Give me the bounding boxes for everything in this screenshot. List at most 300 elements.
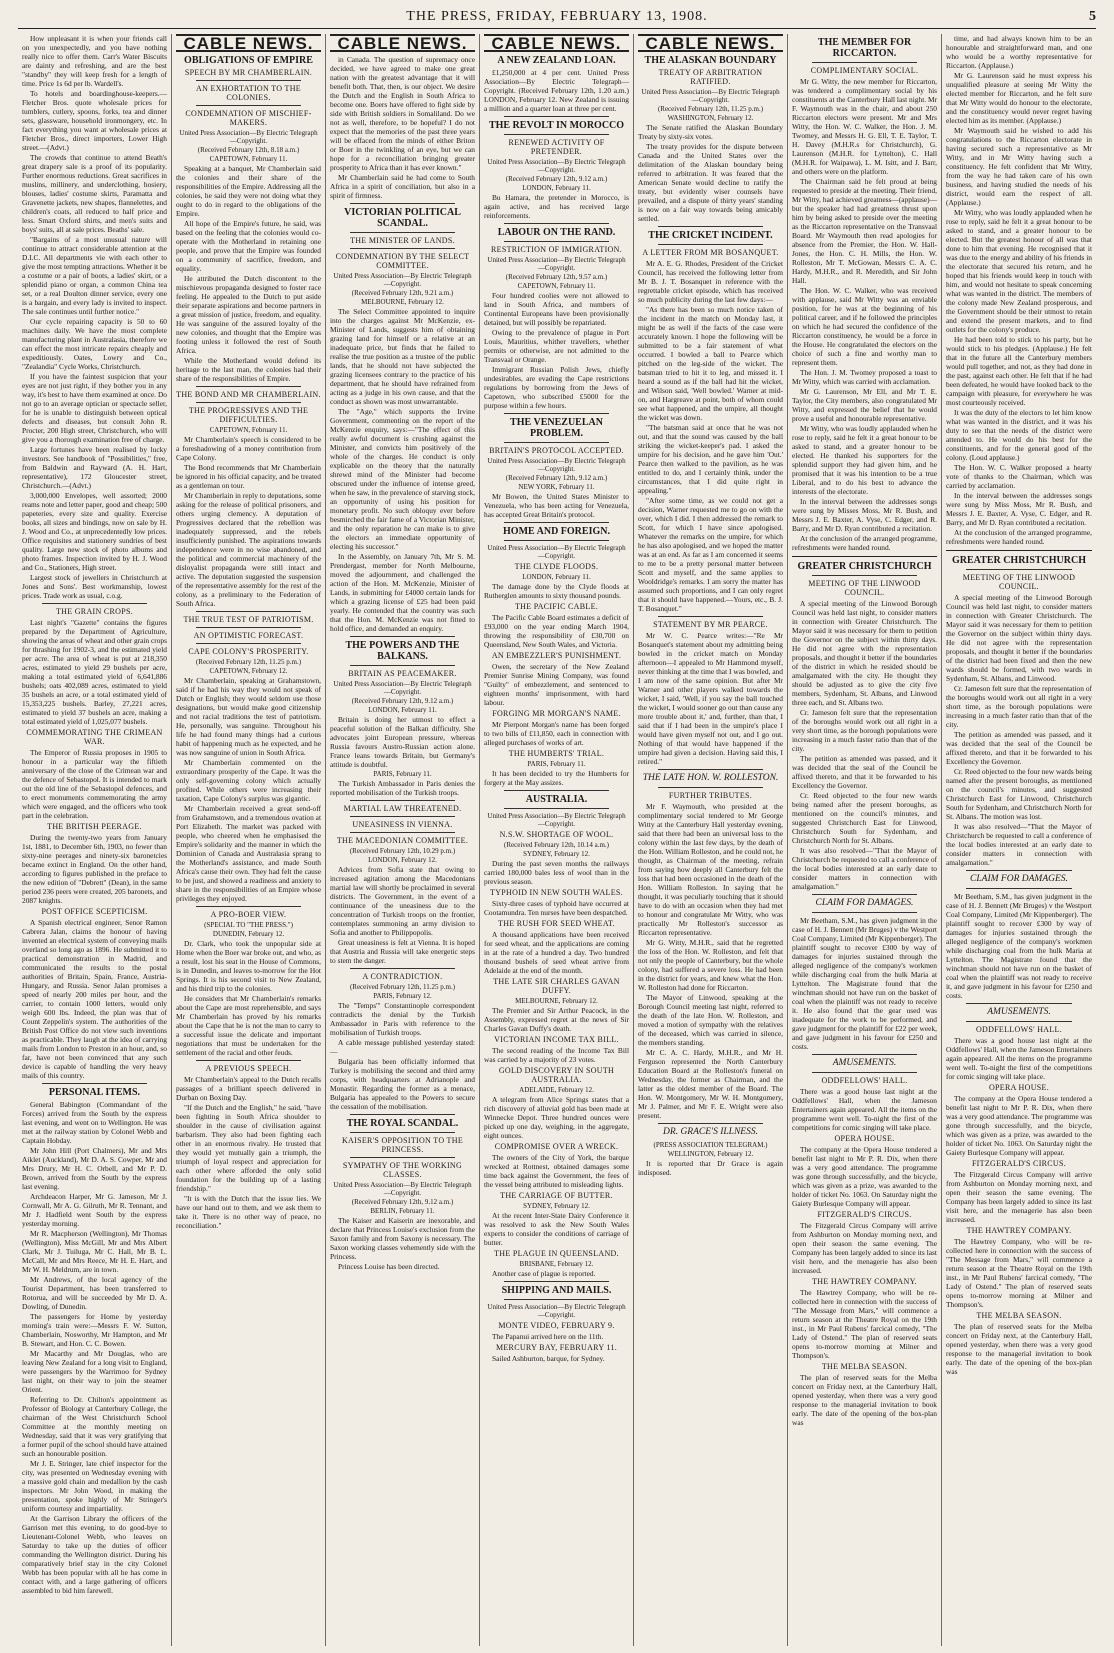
dateline: (Received February 12th, 8.18 a.m.) (197, 146, 300, 154)
article-subheading: ODDFELLOWS' HALL. (975, 1025, 1063, 1034)
column-2 (172, 34, 326, 1646)
section-banner: CABLE NEWS. (176, 34, 321, 52)
article-paragraph: Mr C. A. C. Hardy, M.H.R., and Mr H. Ferguson represented the North Canterbury Education Board at the Rolleston's funeral on Wednesday, the former as Chairman, and the latter as the oldest member of the Board. The Hon. W. Montgomery, Mr W. H. Montgomery, Mr J. Palmer, and Mr F. E. Wright were also present. (638, 1048, 783, 1120)
article-italic-heading: DR. GRACE'S ILLNESS. (663, 1127, 758, 1137)
dateline: SYDNEY, February 12. (523, 1202, 590, 1210)
article-italic-heading: THE LATE HON. W. ROLLESTON. (642, 773, 779, 783)
article-paragraph: "As there has been so much notice taken of the incident in the match on Monday last, it might be as well if the facts of the case were accurately known. I hope the following will be submitted to be a fair statement of what occurred. I bowled a ball to Pearce which pitched on the leg-side of the wicket. The batsman tried to hit it to leg, and missed it. I heard a sound as if the ball had hit the wicket, and Wilson said, 'Well bowled.' Warner at mid-on, and Hargreave at point, both of whom could see what happened, and the umpire, all thought the wicket was down. (638, 305, 783, 422)
article-paragraph: Mr J. E. Stringer, late chief inspector for the city, was presented on Wednesday evening with a massive gold chain and medallion by the cash inspectors. Mr John Wood, in making the presentation, spoke highly of Mr Stringer's uniform courtesy and impartiality. (22, 1459, 167, 1513)
article-paragraph: The Hon. W. C. Walker, who was received with applause, said Mr Witty was an enviable position, for he was at the beginning of his political career, and if he followed the principles on which he had secured the confidence of the Riccarton constituency, he would be a force in the House. He congratulated the electors on the choice of such a fine and worthy man to represent them. (792, 286, 937, 367)
article-paragraph: At the recent Inter-State Dairy Conference it was resolved to ask the New South Wales experts to consider the conditions of carriage of butter. (484, 1211, 629, 1247)
dateline: CAPETOWN, February 11. (209, 155, 288, 163)
article-subheading: MARTIAL LAW THREATENED. (343, 804, 462, 813)
article-paragraph: Referring to Dr. Chilton's appointment as Professor of Biology at Canterbury College, the chairman of the West Christchurch School Committee at the monthly meeting on Wednesday, said that it was very gratifying that a former pupil of the school should have attained such an honourable position. (22, 1395, 167, 1458)
article-subheading: COMPROMISE OVER A WRECK. (494, 1142, 619, 1151)
column-divider-rule (504, 413, 609, 414)
article-subheading: AN OPTIMISTIC FORECAST. (193, 631, 304, 640)
article-paragraph: "If the Dutch and the English," he said, "have been fighting in South Africa shoulder to shoulder in the cause of civilisation against barbarism. They also had been fighting each other in an enormous rivalry. He trusted that they would yet mutually gain a triumph, the triumph of loyal respect and appreciation for each other where afforded the only solid foundation for the building up of a lasting friendship." (176, 1103, 321, 1193)
article-paragraph: The Kaiser and Kaiserin are inexorable, and declare that Princess Louise's exclusion from the Saxon family and from Saxony is necessary. The Saxon working classes vehemently side with the Princess. (330, 1216, 475, 1261)
article-paragraph: The petition as amended was passed, and it was decided that the seal of the Council be affixed thereto, and that it be forwarded to his Excellency the Governor. (946, 730, 1092, 766)
article-paragraph: Owen, the secretary of the New Zealand Premier Sunrise Mining Company, was found "Guilty" of embezzlement, and sentenced to eighteen months' imprisonment, with hard labour. (484, 662, 629, 707)
column-divider-rule (350, 665, 455, 666)
article-paragraph: He had been told to stick to his party, but he would stick to his pledges. (Applause.) He felt that in the future all the Canterbury members would pull together, and not, as they had done in the past, against each other. He felt that if he had been defeated, he would have looked back to the campaign with pleasure, for everywhere he was most courteously received. (946, 335, 1092, 407)
article-subheading: OPERA HOUSE. (988, 1083, 1050, 1092)
article-subheading: ODDFELLOWS' HALL. (821, 1076, 908, 1085)
article-headline: THE REVOLT IN MOROCCO (488, 120, 625, 131)
article-paragraph: Mr A. E. G. Rhodes, President of the Cricket Council, has received the following letter from Mr B. J. T. Bosanquet in reference with the regrettable cricket episode, which has received so much publicity during the last few days:— (638, 259, 783, 304)
column-divider-rule (350, 203, 455, 204)
column-divider-rule (350, 248, 455, 249)
column-divider-rule (504, 1299, 609, 1300)
column-divider-rule (658, 1123, 763, 1124)
article-paragraph: Mr Chamberlain, speaking at Grahamstown, said if he had his way they would not speak of Dutch or English; they would seldom use those designations, but would make good citizenship and not racial traditions the test of patriotism. He, personally, was sanguine. Throughout his life he had found many things had a curious habit of happening much as he expected, and he was now sanguine of union in South Africa. (176, 676, 321, 757)
article-paragraph: The Hon. W. C. Walker proposed a hearty vote of thanks to the Chairman, which was carried by acclamation. (946, 463, 1092, 490)
article-subheading: A CONTRADICTION. (362, 972, 443, 981)
article-subheading: THE HAWTREY COMPANY. (812, 1277, 917, 1286)
dateline: WASHINGTON, February 12. (667, 114, 754, 122)
column-4 (480, 34, 634, 1646)
article-paragraph: Mr F. Waymouth, who presided at the complimentary social tendered to Mr George Witty at the Canterbury Hall yesterday evening, said that there had been an universal loss to the colony within the last few days, by the death of the Hon. William Rolleston, and he could not, he thought, as Chairman of the meeting, refrain from saying how deeply all Canterbury felt the loss that had been occasioned in the death of the Hon. William Rolleston. In saying that he thought, it was peculiarly touching that it should have to do with an occasion when they had met to honour and congratulate Mr Witty, who was practically Mr Rolleston's successor as Riccarton representative. (638, 802, 783, 937)
article-paragraph: He attributed the Dutch discontent to the mischievous propaganda designed to foster race feeling. He appealed to the Dutch to put aside their separate aspirations and become partners in a great mission of justice, freedom, and equality. He was sanguine of the assured loyalty of the new colonies, and thought that the Empire was footing unless it followed the rest of South Africa. (176, 274, 321, 355)
dateline: (Received February 12th, 9.12 a.m.) (351, 1198, 454, 1206)
article-paragraph: There was a good house last night at the Oddfellows' Hall, when the Jameson Entertainers again appeared. All the items on the programme went well. To-night the first of the competitions for comic singing will take place. (792, 1087, 937, 1132)
article-subheading: MEETING OF THE LINWOOD COUNCIL. (808, 579, 921, 597)
article-paragraph: Large fortunes have been realised by lucky investors. See handbook of "Possibilities," free, from Baldwin and Rayward (A. H. Hart, representative), 172 Gloucester street, Christchurch.—(Advt.) (22, 445, 167, 490)
article-paragraph: Advices from Sofia state that owing to increased agitation among the Macedonians martial law will shortly be proclaimed in several districts. The Government, in the event of a continuance of the uneasiness due to the concentration of Turkish troops on the frontier, contemplates summoning an army division to Sofia and another to Philippopolis. (330, 865, 475, 937)
article-subheading: THE TRUE TEST OF PATRIOTISM. (183, 615, 314, 624)
article-paragraph: Speaking at a banquet, Mr Chamberlain said the colonies and their share of the responsibilities of the Empire. Addressing all the colonies, he said they were not doing what they ought to do in regard to the obligations of the Empire. (176, 164, 321, 218)
article-paragraph: Mr Beetham, S.M., has given judgment in the case of H. J. Bennett (Mr Bruges) v the Westport Coal Company, Limited (Mr Kippenberger). The plaintiff sought to recover £300 by way of damages for injuries sustained through the alleged negligence of the company's workmen while discharging coal from the hulk Maria at Lyttelton. The Magistrate found that the winchman should not have run on the basket of coal when the plaintiff was not ready to receive it. He also found that the gear used was inadequate for the work to be performed, and gave judgment for the plaintiff for £22 per week, and gave judgment in his favour for £250 and costs. (792, 916, 937, 1051)
column-divider-rule (966, 569, 1072, 570)
column-divider-rule (504, 241, 609, 242)
article-headline: LABOUR ON THE RAND. (497, 227, 616, 238)
article-headline: OBLIGATIONS OF EMPIRE (184, 55, 313, 66)
column-divider-rule (350, 968, 455, 969)
article-subheading: TREATY OF ARBITRATION RATIFIED. (658, 68, 763, 86)
dateline: United Press Association—By Electric Telegraph—Copyright. (487, 457, 626, 473)
article-paragraph: In the Assembly, on January 7th, Mr S. M. Prendergast, member for North Melbourne, moved the adjournment, and challenged the action of the Hon. M. McKenzie, Minister of Lands, in submitting for £4000 certain lands for which a grazing license of £25 had been paid yearly. He contended that the country was such that the Hon. M. McKenzie was not fitted to hold office, and demanded an enquiry. (330, 552, 475, 633)
article-headline: GREATER CHRISTCHURCH (952, 555, 1086, 566)
column-divider-rule (658, 226, 763, 227)
dateline: (SPECIAL TO "THE PRESS.") (204, 921, 293, 929)
article-paragraph: Sailed Ashburton, barque, for Sydney. (492, 1354, 605, 1363)
dateline: PARIS, February 11. (527, 760, 586, 768)
article-headline: THE MEMBER FOR RICCARTON. (817, 37, 912, 59)
column-divider-rule (946, 550, 1092, 551)
article-italic-heading: AMUSEMENTS. (832, 1058, 897, 1068)
article-paragraph: Cr. Reed objected to the four new wards being named after the present boroughs, as mentioned on the council's minutes, and suggested Christchurch East for Linwood, Christchurch South for Sydenham, and Christchurch North for St. Albans. (792, 791, 937, 845)
article-headline: THE ALASKAN BOUNDARY (644, 55, 777, 66)
article-paragraph: Mr Chamberlain's appeal to the Dutch recalls passages of a brilliant speech delivered in Durban on Boxing Day. (176, 1075, 321, 1102)
article-subheading: THE MINISTER OF LANDS. (350, 236, 455, 245)
article-subheading: THE CLYDE FLOODS. (514, 562, 599, 571)
article-paragraph: "The batsman said at once that he was not out, and that the sound was caused by the ball striking the wicket-keeper's pad. I asked the umpire for his decision, and he gave him 'Out.' Pearce then walked to the pavilion, as he was entitled to do, and I certainly think, under the circumstances, that I did quite right in appealing." (638, 423, 783, 495)
dateline: NEW YORK, February 11. (518, 483, 595, 491)
article-paragraph: A thousand applications have been received for seed wheat, and the applications are coming in at the rate of a hundred a day. Two hundred thousand bushels of seed wheat arrive from Adelaide at the end of the month. (484, 930, 629, 975)
article-paragraph: Great uneasiness is felt at Vienna. It is hoped that Austria and Russia will take energetic steps to stem the danger. (330, 938, 475, 965)
dateline: United Press Association—By Electric Telegraph—Copyright. (641, 88, 780, 104)
article-paragraph: Last night's "Gazette" contains the figures prepared by the Department of Agriculture, showing the areas of wheat and other grain crops for thrashing for 1902-3, and the estimated yield per acre. The area of wheat is put at 218,350 acres, estimated to yield 29 bushels per acre, making a total estimated yield of 6,641,886 bushels; oats 402,089 acres, estimated to yield 35 bushels an acre, or a total estimated yield of 15,353,225 bushels. Barley, 27,221 acres, estimated to yield 37 bushels an acre, making a total estimated yield of 1,025,077 bushels. (22, 618, 167, 726)
article-paragraph: The passengers for Home by yesterday morning's train were:—Messrs F. W. Sutton, Chamberlain, Nosworthy, Mr Hampton, and Mr B. Stewart, and Hon. C. C. Bowen. (22, 1312, 167, 1348)
dateline: PARIS, February 12. (373, 992, 432, 1000)
article-paragraph: Cr. Reed objected to the four new wards being named after the present boroughs, as mentioned on the council's minutes, and suggested Christchurch East for Linwood, Christchurch South for Sydenham, and Christchurch North for St. Albans. The motion was lost. (946, 767, 1092, 821)
article-paragraph: A cable message published yesterday stated:— (330, 1038, 475, 1056)
column-divider-rule (196, 80, 301, 81)
column-divider-rule (196, 386, 301, 387)
article-paragraph: Cr. Jameson felt sure that the representation of the boroughs would work out all right in a very short time, as the borough populations were increasing in a much faster ratio than that of the city. (946, 684, 1092, 729)
dateline: WELLINGTON, February 12. (667, 1150, 754, 1158)
article-subheading: BRITAIN'S PROTOCOL ACCEPTED. (489, 446, 624, 455)
dateline: United Press Association—By Electric Telegraph—Copyright. (487, 544, 626, 560)
article-paragraph: The company at the Opera House tendered a benefit last night to Mr P. R. Dix, when there was a very good attendance. The programme was gone through successfully, and the bicycle, which was given as a prize, was awarded to the holder of ticket No. 1063. On Saturday night the Gaiety Burlesque Company will appear. (946, 1094, 1092, 1157)
article-subheading: THE MELBA SEASON. (976, 1311, 1062, 1320)
article-paragraph: The owners of the City of York, the barque wrecked at Rottnest, obtained damages some time back against the Government, the fees of the vessel being attributed to misleading lights. (484, 1153, 629, 1189)
article-subheading: A PRO-BOER VIEW. (210, 910, 287, 919)
dateline: BERLIN, February 11. (370, 1207, 435, 1215)
article-paragraph: Mr G. Witty, the new member for Riccarton, was tendered a complimentary social by his constituents at the Canterbury Hall last night. Mr F. Waymouth was in the chair, and about 250 Riccarton electors were present. Mr and Mrs Witty, the Hon. W. C. Walker, the Hon. J. M. Twomey, and Messrs H. G. Ell, T. E. Taylor, T. H. Davey (M.H.R.s for Christchurch), G. Laurenson (M.H.R. for Lyttelton), C. Hall (M.H.R. for Waipawa), L. M. Isitt, and J. Barr, and others were on the platform. (792, 77, 937, 176)
dateline: United Press Association—By Electric Telegraph—Copyright. (333, 1181, 472, 1197)
article-paragraph: The Pacific Cable Board estimates a deficit of £93,000 on the year ending March 1904, throwing the responsibility of £30,700 on Queensland, New South Wales, and Victoria. (484, 613, 629, 649)
dateline: PARIS, February 11. (373, 770, 432, 778)
article-subheading: FITZGERALD'S CIRCUS. (817, 1210, 912, 1219)
article-headline: THE CRICKET INCIDENT. (648, 230, 773, 241)
article-subheading: THE MELBA SEASON. (821, 1362, 908, 1371)
dateline: United Press Association—By Electric Telegraph—Copyright. (487, 812, 626, 828)
article-paragraph: time, and had always known him to be an honourable and straightforward man, and one who would be a worthy representative for Riccarton. (Applause.) (946, 34, 1092, 70)
column-divider-rule (196, 643, 301, 644)
dateline: CAPETOWN, February 12. (209, 667, 288, 675)
dateline: CAPETOWN, February 11. (517, 282, 596, 290)
article-paragraph: During the twenty-two years from January 1st, 1881, to December 6th, 1903, no fewer than sixty-nine peerages and ninety-six baronetcies became extinct in England. On the other hand, according to figures published in the preface to the new edition of "Debrett" (Dean), in the same period 236 peers were created, 205 baronets, and 2087 knights. (22, 833, 167, 905)
article-paragraph: The Emperor of Russia proposes in 1905 to honour in a particular way the fiftieth anniversary of the close of the Crimean war and the defence of Sebastopol. It is intended to mark out the old line of the Sebastopol defences, and to erect monuments commemorating the army which were engaged, and the officers who took part in the celebration. (22, 748, 167, 820)
column-divider-rule (504, 1281, 609, 1282)
column-divider-rule (658, 244, 763, 245)
dateline: SYDNEY, February 12. (523, 850, 590, 858)
article-paragraph: It has been decided to try the Humberts for forgery at the May assizes. (484, 769, 629, 787)
article-headline: VICTORIAN POLITICAL SCANDAL. (344, 207, 461, 229)
article-paragraph: Mr Chamberlain commented on the extraordinary prosperity of the Cape. It was the only self-governing colony which actually profited. While others were increasing their taxation, Cape Colony's surplus was gigantic. (176, 758, 321, 803)
article-paragraph: The Hawtrey Company, who will be re-collected here in connection with the success of "The Message from Mars," will commence a return season at the Theatre Royal on the 19th inst., in Mr Paul Rubens' farcical comedy, "The Lady of Ostend." The plan of reserved seats opens to-morrow morning at Milner and Thompson's. (792, 1288, 937, 1360)
article-paragraph: Britain is doing her utmost to effect a peaceful solution of the Balkan difficulty. She advocates joint European pressure, whereas Russia favours Austro-Russian action alone. France leans towards Britain, but Germany's attitude is doubtful. (330, 715, 475, 769)
article-paragraph: Our cycle repairing capacity is 50 to 60 machines daily. We have the most complete manufacturing plant in Australasia, therefore we can effect the most intricate repairs cheaply and expeditiously. Oates, Lowry and Co., "Zealandia" Cycle Works, Christchurch. (22, 317, 167, 371)
column-divider-rule (196, 611, 301, 612)
article-paragraph: Mr Witty, who was loudly applauded when he rose to reply, said he felt it a great honour to be asked to stand, and a greater honour to be elected. But the greatest honour of all was that done to him that evening. He recognised that it was due to the energy and ability of his friends in the electorate that secured his return, and he hoped that his friends would keep in touch with him, and would not hesitate to speak concerning what was wanted in the district. The members of the colony made New Zealand prosperous, and the Government should be their utmost to retain and extend the present markets, and to find outlets for the colony's produce. (946, 208, 1093, 334)
article-paragraph: Mr Macarthy and Mr Douglas, who are leaving New Zealand for a long visit to England, were passengers by the Warrimoo for Sydney last night, on their way to join the steamer Orient. (22, 1349, 167, 1394)
column-divider-rule (966, 1021, 1072, 1022)
column-divider-rule (350, 832, 455, 833)
masthead-title: THE PRESS, FRIDAY, FEBRUARY 13, 1908. (406, 9, 708, 24)
article-subheading: CONDEMNATION OF MISCHIEF-MAKERS. (185, 109, 312, 127)
column-divider-rule (504, 790, 609, 791)
article-italic-heading: CLAIM FOR DAMAGES. (815, 898, 914, 908)
article-paragraph: Mr G. Laurenson, Mr Ell, and Mr T. E. Taylor, the City members, also congratulated Mr Witty, and expressed the belief that he would prove a useful and honourable representative. (792, 387, 937, 423)
dateline: LONDON, February 12. (368, 856, 437, 864)
column-divider-rule (812, 1072, 917, 1073)
dateline: United Press Association—By Electric Telegraph—Copyright. (487, 158, 626, 174)
article-subheading: OPERA HOUSE. (834, 1134, 895, 1143)
article-paragraph: Largest stock of jewellers in Christchurch at Jones and Sons'. Best workmanship, lowest prices. Trade work as usual, c.o.g. (22, 573, 167, 600)
column-divider-rule (42, 1083, 147, 1084)
article-subheading: KAISER'S OPPOSITION TO THE PRINCESS. (341, 1136, 464, 1154)
article-subheading: UNEASINESS IN VIENNA. (352, 820, 453, 829)
article-subheading: TYPHOID IN NEW SOUTH WALES. (490, 888, 623, 897)
column-1 (18, 34, 172, 1646)
article-headline: PERSONAL ITEMS. (48, 1087, 141, 1098)
article-paragraph: The Hon. J. M. Twomey proposed a toast to Mr Witty, which was carried with acclamation. (792, 368, 937, 386)
article-subheading: STATEMENT BY MR PEARCE. (653, 620, 768, 629)
article-subheading: THE HAWTREY COMPANY. (966, 1226, 1072, 1235)
article-paragraph: Sixty-three cases of typhoid have occurred at Cootamundra. Ten nurses have been despatched. (484, 899, 629, 917)
dateline: United Press Association—By Electric Telegraph—Copyright. (487, 1303, 626, 1319)
article-paragraph: The Hawtrey Company, who will be re-collected here in connection with the success of "The Message from Mars," will commence a return season at the Theatre Royal on the 19th inst., in Mr Paul Rubens' farcical comedy, "The Lady of Ostend." The plan of reserved seats opens to-morrow morning at Milner and Thompson's. (946, 1237, 1092, 1309)
article-headline: THE ROYAL SCANDAL. (346, 1118, 459, 1129)
article-paragraph: The Mayor of Linwood, speaking at the Borough Council meeting last night, referred to the death of the late Hon. W. Rolleston, and moved a motion of sympathy with the relatives of the deceased, which was carried in silence, the members standing. (638, 993, 783, 1047)
article-paragraph: At the conclusion of the arranged programme, refreshments were handed round. (946, 528, 1092, 546)
article-subheading: MONTE VIDEO, FEBRUARY 9. (498, 1321, 615, 1330)
column-divider-rule (196, 402, 301, 403)
article-subheading: N.S.W. SHORTAGE OF WOOL. (499, 830, 614, 839)
column-divider-rule (966, 888, 1072, 889)
article-subheading: VICTORIAN INCOME TAX BILL. (494, 1035, 619, 1044)
dateline: LONDON, February 11. (368, 706, 437, 714)
column-divider-rule (350, 816, 455, 817)
article-paragraph: All hope of the Empire's future, he said, was based on the feeling that the colonies would co-operate with the Motherland in retaining one people, and prove that the Empire was founded on a community of sacrifice, freedom, and equality. (176, 219, 321, 273)
article-paragraph: Mr Pierpont Morgan's name has been forged to two bills of £11,850, each in connection with alleged purchases of works of art. (484, 720, 629, 747)
article-paragraph: Dr. Clark, who took the unpopular side at Home when the Boer war broke out, and who, as a result, lost his seat in the House of Commons, is in Dunedin, and leaves to-morrow for the Hot Springs. It is his second visit to New Zealand, and his third trip to the colonies. (176, 939, 321, 993)
column-divider-rule (812, 1054, 917, 1055)
dateline: United Press Association—By Electric Telegraph—Copyright. (333, 680, 472, 696)
column-divider-rule (504, 223, 609, 224)
article-subheading: MEETING OF THE LINWOOD COUNCIL. (962, 573, 1076, 591)
column-divider-rule (42, 603, 147, 604)
article-paragraph: In the interval between the addresses songs were sung by Misses Moss, Mr R. Bush, and Messrs J. E. Baxter, A. Vyse, C. Edger, and R. Barry, and Mr D. Ryan contributed a recitation. (792, 497, 937, 533)
article-paragraph: The Fitzgerald Circus Company will arrive from Ashburton on Monday morning next, and open their season the same evening. The Company has been largely added to since its last visit here, and the menagerie has also been increased. (792, 1221, 937, 1275)
column-divider-rule (196, 906, 301, 907)
article-headline: AUSTRALIA. (525, 794, 588, 805)
article-paragraph: There was a good house last night at the Oddfellows' Hall, when the Jameson Entertainers again appeared. All the items on the programme went well. To-night the first of the competitions for comic singing will take place. (946, 1036, 1092, 1081)
dateline: LONDON, February 11. (522, 184, 591, 192)
article-subheading: FORGING MR MORGAN'S NAME. (492, 709, 621, 718)
column-divider-rule (350, 636, 455, 637)
article-subheading: THE MACEDONIAN COMMITTEE. (336, 836, 469, 845)
article-headline: THE POWERS AND THE BALKANS. (345, 640, 460, 662)
column-divider-rule (350, 232, 455, 233)
dateline: (Received February 12th, 9.21 a.m.) (351, 289, 454, 297)
column-divider-rule (350, 1132, 455, 1133)
column-divider-rule (504, 808, 609, 809)
column-divider-rule (196, 1060, 301, 1061)
column-7 (942, 34, 1096, 1646)
article-subheading: AN EXHORTATION TO THE COLONIES. (196, 84, 301, 102)
article-subheading: POST OFFICE SCEPTICISM. (41, 907, 148, 916)
article-paragraph: Bulgaria has been officially informed that Turkey is mobilising the second and third army corps, with headquarters at Adrianople and Monastir. Regarding the former as a menace, Bulgaria has appealed to the Powers to secure the cessation of the mobilisation. (330, 1057, 475, 1111)
article-subheading: THE BRITISH PEERAGE. (47, 822, 142, 831)
article-subheading: BRITAIN AS PEACEMAKER. (348, 669, 457, 678)
article-paragraph: "Bargains of a most unusual nature will continue to attract considerable attention at the D.I.C. All departments vie with each other to give the most tempting attractions. Whether it be a costume or a pair of boots, a ladies' skirt, or a splendid piano or organ, a common China tea set, or a real Doulton dinner service, every one is a bargain, and every lady is invited to inspect. The sale continues until further notice." (22, 235, 167, 316)
article-paragraph: Mr G. Witty, M.H.R., said that he regretted the loss of the Hon. W. Rolleston, and felt that not only the people of Canterbury, but the whole colony, had suffered a severe loss. He had been in the district for years, and knew what the Hon. W. Rolleston had done for Riccarton. (638, 938, 783, 992)
column-divider-rule (792, 556, 937, 557)
article-paragraph: The Fitzgerald Circus Company will arrive from Ashburton on Monday morning next, and open their season the same evening. The Company has been largely added to since its last visit here, and the menagerie has also been increased. (946, 1170, 1092, 1224)
column-6 (788, 34, 942, 1646)
article-paragraph: Mr W. C. Pearce writes:—"Re Mr Bosanquet's statement about my admitting being bowled in the cricket match on Monday afternoon—I appealed to Mr Hammond myself, never thinking at the time that I was bowled, and I am now of the same opinion. But after Mr Warner and other players walked towards the wicket, I said, 'Well, if you say the ball touched the wicket, I would sooner go out than cause any more trouble about it,' and, further, than that, I said that if I had been in the umpire's place I would have given myself not out, and I go out. Nothing of that would have happened if the umpire had given a decision. Having said this, I retired." (638, 631, 783, 766)
article-headline: THE VENEZUELAN PROBLEM. (510, 417, 603, 439)
article-subheading: COMMEMORATING THE CRIMEAN WAR. (26, 728, 163, 746)
article-headline: HOME AND FOREIGN. (503, 526, 610, 537)
column-divider-rule (196, 627, 301, 628)
article-paragraph: It is reported that Dr Grace is again indisposed. (638, 1159, 783, 1177)
article-paragraph: The crowds that continue to attend Beath's great drapery sale is a proof of its popularity. Further enormous reductions. Great sacrifices in muslins, millinery, and underclothing, hosiery, blouses, ladies' costume skirts, Paramatta and Gravenette jackets, new shapes, flannelettes, and children's coats, all reduced to half price and less. Smart Oxford shirts, and men's suits and boys' suits, all at sale prices. Beaths' sale. (22, 153, 167, 234)
dateline: (Received February 12th, 10.14 a.m.) (504, 841, 609, 849)
article-paragraph: Owing to the prevalence of plague in Port Louis, Mauritius, whither travellers, whether permits or otherwise, are not admitted to the Transvaal or Orange. (484, 328, 629, 364)
article-paragraph: A Spanish electrical engineer, Senor Ramon Cabrera Jalan, claims the honour of having invented an electrical system of conveying mails overland so long ago as 1896. He submitted it to practical demonstration in Madrid, and communicated the results to the postal authorities of Britain, Spain, France, Austria-Hungary, and Russia. Senor Jalan promises a speed of nearly 200 miles per hour, and the carrier, to contain 1000 letters, would only weigh 600 lbs. Indeed, the plan was that of Count Zeppelin's system. The authorities of the British Post Office do not view such inventions as practicable. They laugh at the idea of carrying mails from London to Preston in an hour, and, so far, have not been convinced that any such device is capable of handling the very heavy mails of this country. (22, 918, 167, 1080)
article-paragraph: Mr Chamberlain in reply to deputations, some asking for the release of political prisoners, and others urging clemency. A deputation of Progressives declared that the rebellion was inadequately suppressed, and the rebels insufficiently punished. The aspirations towards independence were in no wise abandoned, and the political and commercial machinery of the disloyalist propaganda were still intact and active. The deputation suggested the suspension of the representative assembly for the rest of the colony, as a preliminary to the Federation of South Africa. (176, 491, 321, 608)
column-divider-rule (812, 912, 917, 913)
column-divider-rule (504, 442, 609, 443)
article-subheading: CAPE COLONY'S PROSPERITY. (188, 647, 309, 656)
article-paragraph: Mr Chamberlain's speech is considered to be a foreshadowing of a money contribution from Cape Colony. (176, 435, 321, 462)
article-paragraph: The damage done by the Clyde floods at Rutherglen amounts to sixty thousand pounds. (484, 582, 629, 600)
article-subheading: SPEECH BY MR CHAMBERLAIN. (184, 68, 313, 77)
article-paragraph: Mr Chamberlain said he had come to South Africa in a spirit of conciliation, but also in a spirit of firmness. (330, 173, 475, 200)
dateline: (Received February 12th, 10.29 p.m.) (349, 847, 456, 855)
article-subheading: COMPLIMENTARY SOCIAL. (810, 66, 919, 75)
article-subheading: FITZGERALD'S CIRCUS. (971, 1159, 1067, 1168)
article-subheading: THE CARRIAGE OF BUTTER. (500, 1191, 613, 1200)
column-3 (326, 34, 480, 1646)
column-divider-rule (504, 522, 609, 523)
dateline: United Press Association—By Electric Telegraph—Copyright. (487, 256, 626, 272)
article-subheading: RENEWED ACTIVITY OF PRETENDER. (508, 138, 605, 156)
article-paragraph: Immigrant Russian Polish Jews, chiefly undesirables, are evading the Cape restrictions regulations by borrowing from the Jews of Capetown, who subscribed £5000 for the purpose within a few hours. (484, 365, 629, 410)
section-banner: CABLE NEWS. (484, 34, 629, 52)
article-paragraph: The company at the Opera House tendered a benefit last night to Mr P. R. Dix, when there was a very good attendance. The programme was gone through successfully, and the bicycle, which was given as a prize, was awarded to the holder of ticket No. 1063. On Saturday night the Gaiety Burlesque Company will appear. (792, 1145, 937, 1208)
article-paragraph: During the past seven months the railways carried 180,000 bales less of wool than in the previous season. (484, 859, 629, 886)
column-divider-rule (812, 575, 917, 576)
article-paragraph: The Senate ratified the Alaskan Boundary Treaty by sixty-six votes. (638, 123, 783, 141)
column-divider-rule (504, 134, 609, 135)
article-paragraph: in Canada. The question of supremacy once decided, we have agreed to make one great nation with the greatest advantage that it will benefit both. That, then, is our object. We desire the Dutch and the English in South Africa to become one. Boers have offered to fight side by side with British soldiers in Somaliland. Do we not as well, therefore, to be hopeful? I do not expect that the memories of the past three years will be effaced from the minds of either Briton or Boer in the twinkling of an eye, but we can hope for a reconciliation bringing greater prosperity to Africa than it has ever known." (330, 55, 475, 172)
article-subheading: A PREVIOUS SPEECH. (205, 1064, 292, 1073)
column-5 (634, 34, 788, 1646)
article-paragraph: £1,250,000 at 4 per cent. United Press Association—By Electric Telegraph—Copyright. (Received February 12th, 1.20 a.m.) LONDON, February 12. New Zealand is issuing a million and a quarter loan at three per cent. (484, 68, 629, 113)
column-divider-rule (196, 105, 301, 106)
article-subheading: AN EMBEZZLER'S PUNISHMENT. (491, 651, 622, 660)
dateline: (PRESS ASSOCIATION TELEGRAM.) (653, 1141, 768, 1149)
column-divider-rule (966, 870, 1072, 871)
article-paragraph: Archdeacon Harper, Mr G. Jameson, Mr J. Cornwall, Mr A. G. Gilruth, Mr R. Tennant, and Mr J. Hadfield went South by the express yesterday morning. (22, 1192, 167, 1228)
dateline: (Received February 12th, 11.25 p.m.) (195, 658, 302, 666)
dateline: (Received February 12th, 9.57 a.m.) (505, 273, 608, 281)
page-number: 5 (1089, 9, 1096, 24)
column-divider-rule (504, 540, 609, 541)
dateline: DUNEDIN, February 12. (212, 930, 285, 938)
article-subheading: THE RUSH FOR SEED WHEAT. (498, 919, 615, 928)
column-divider-rule (350, 1114, 455, 1115)
article-paragraph: A telegram from Alice Springs states that a rich discovery of alluvial gold has been made at Winnecke Depot. Three hundred ounces were picked up one day, weighing, in the aggregate, eight ounces. (484, 1095, 629, 1140)
article-paragraph: It was the duty of the electors to let him know what was wanted in the district, and it was his duty to see that the needs of the district were attended to. He would do his best for the constituents, and for the general good of the colony. (Loud applause.) (946, 408, 1092, 462)
newspaper-page (18, 34, 1096, 1646)
article-paragraph: "It is with the Dutch that the issue lies. We have our hand out to them, and we ask them to take it. There is no other way of peace, no reconciliation." (176, 1194, 321, 1230)
dateline: BRISBANE, February 12. (519, 1260, 594, 1268)
article-paragraph: Mr G. Laurenson said he must express his unqualified pleasure at seeing Mr Witty the elected member for Riccarton, and he felt sure that Mr Witty would do honour to the electorate, and the constituency would never regret having elected him as its member. (Applause.) (946, 71, 1092, 125)
article-headline: A NEW ZEALAND LOAN. (497, 55, 616, 66)
dateline: MELBOURNE, February 12. (515, 997, 598, 1005)
article-paragraph: Another case of plague is reported. (492, 1269, 596, 1278)
column-divider-rule (658, 769, 763, 770)
article-paragraph: At the conclusion of the arranged programme, refreshments were handed round. (792, 534, 937, 552)
article-paragraph: The plan of reserved seats for the Melba concert on Friday next, at the Canterbury Hall, opened yesterday, when there was a very good response to the managerial invitation to book early. The date of the opening of the box-plan was (792, 1373, 937, 1427)
article-italic-heading: AMUSEMENTS. (987, 1007, 1051, 1017)
article-paragraph: If you have the faintest suspicion that your eyes are not just right, if they bother you in any way, it's best to have them examined at once. Do not go to an average optician or spectacle seller, for he is unable to distinguish between optical defects and diseases, but consult John R. Procter, 200 High street, Christchurch, who will give you a thorough examination free of charge. (22, 372, 167, 444)
article-paragraph: At the Garrison Library the officers of the Garrison met this evening, to do good-bye to Lieutenant-Colonel Webb, who leaves on Saturday to take up the duties of officer commanding the Wellington district. During his comparatively brief stay in the city Colonel Webb has been popular with all he has come in contact with, and a large gathering of officers assembled to bid him farewell. (22, 1514, 167, 1595)
article-paragraph: The Turkish Ambassador in Paris denies the reported mobilisation of the Turkish troops. (330, 779, 475, 797)
article-paragraph: It was also resolved—"That the Mayor of Christchurch be requested to call a conference of the local bodies interested at an early date to consider matters in connection with amalgamation." (792, 846, 937, 891)
article-paragraph: The Select Committee appointed to inquire into the charges against Mr McKenzie, ex-Minister of Lands, suggests him of obtaining grazing land for himself or a relative at an inadequate price, but finds that he failed to realise the true position as a trustee of the public lands, that he should not have subjected the grazing licensees contrary to the practice of his department, that he should have refrained from acting as a judge in his own cause, and that the conduct as shown was most unwarrantable. (330, 307, 475, 406)
article-paragraph: To hotels and boardinghouse-keepers.—Fletcher Bros. quote wholesale prices for tumblers, cutlery, spoons, forks, tea and dinner sets, glassware, household ironmongery, etc. In fact everything you want at wholesale prices at Fletcher Bros., direct importers, Lower High street.—(Advt.) (22, 89, 167, 152)
article-paragraph: "After some time, as we could not get a decision, Warner requested me to go on with the over, which I did. I then addressed the remark to Scott, for which I have since apologised. Whatever the remarks on the umpire, for which he has also apologised, and we hoped the matter was at an end. As far as I am concerned it seems to me to be a pretty personal matter between Scott and myself, and the same applies to Wooldridge's remarks. I am sorry the matter has assumed such proportions, and I can only regret that it should have happened.—Yours, etc., B. J. T. Bosanquet." (638, 496, 783, 613)
article-paragraph: The treaty provides for the dispute between Canada and the United States over the delimitation of the Alaskan boundary being referred to arbitration. It was feared that the American Senate would decline to ratify the treaty, but evidently wiser counsels have prevailed, and a dispute of thirty years' standing is now on a fair way towards being amicably settled. (638, 142, 783, 223)
article-subheading: THE LATE SIR CHARLES GAVAN DUFFY. (493, 977, 620, 995)
column-divider-rule (966, 1003, 1072, 1004)
article-paragraph: It was also resolved—"That the Mayor of Christchurch be requested to call a conference of the local bodies interested at an early date to consider matters in connection with amalgamation." (946, 822, 1092, 867)
article-headline: GREATER CHRISTCHURCH (797, 561, 932, 572)
article-paragraph: Mr Bowen, the United States Minister to Venezuela, who has been acting for Venezuela, has accepted Great Britain's protocol. (484, 492, 629, 519)
section-banner: CABLE NEWS. (638, 34, 783, 52)
column-divider-rule (658, 787, 763, 788)
article-subheading: THE GRAIN CROPS. (55, 607, 134, 616)
article-paragraph: Mr Chamberlain received a great send-off from Grahamstown, and a tremendous ovation at Port Elizabeth. The market was packed with people, who cheered when he emphasised the Empire's solidarity and the manner in which the Dominion of Canada and Australasia sprang to the Motherland's assistance, and made South Africa's cause their own. They had felt the cause to be just, and showed a readiness and anxiety to share in the responsibilities of an Empire whose privileges they enjoyed. (176, 804, 321, 903)
article-paragraph: The "Temps'" Constantinople correspondent contradicts the denial by the Turkish Ambassador in Paris with reference to the mobilisation of Turkish troops. (330, 1001, 475, 1037)
article-paragraph: The Premier and Sir Arthur Peacock, in the Assembly, expressed regret at the news of Sir Charles Gavan Duffy's death. (484, 1006, 629, 1033)
article-paragraph: The Chairman said he felt proud at being requested to preside at the meeting. Their friend, Mr Witty, had achieved greatness—(applause)—but the speaker had had greatness thrust upon him by being asked to preside over the meeting as the Riccarton representative on the Transvaal Board. Mr Waymouth then read apologies for absence from the Premier, the Hon. W. Hall-Jones, the Hon. C. H. Mills, the Hon. W. Rolleston, Mr T. McGowan, Messrs C. A. C. Hardy, M.H.R., and R. Meredith, and Sir John Hall. (792, 177, 937, 285)
article-paragraph: Mr Witty, who was loudly applauded when he rose to reply, said he felt it a great honour to be asked to stand, and a greater honour to be elected. He thanked his supporters for the splendid support they had given him, and he promised that it was his intention to be a true Liberal, and to do his best to advance the interests of the electorate. (792, 424, 937, 496)
dateline: United Press Association—By Electric Telegraph—Copyright. (179, 129, 318, 145)
dateline: MELBOURNE, February 12. (361, 298, 444, 306)
column-divider-rule (350, 1157, 455, 1158)
column-divider-rule (350, 800, 455, 801)
article-subheading: GOLD DISCOVERY IN SOUTH AUSTRALIA. (498, 1066, 615, 1084)
article-paragraph: The "Age," which supports the Irvine Government, commenting on the report of the McKenzie enquiry, says:—"The effect of this really awful document is crushing against the Minister, and convicts him positively of the whole of the charges. He conduct is only explicable on the theory that the naturally shrewd mind of the Minister had become obscured under the influence of intense greed, when he saw, in the prevalence of starving stock, an opportunity of using his position for monetary profit. No such obloquy ever before besmirched the fair fame of a Victorian Minister, and the only reparation he can make is to give the electors an immediate opportunity of electing his successor." (330, 407, 475, 551)
article-subheading: FURTHER TRIBUTES. (668, 791, 753, 800)
article-paragraph: The Bond recommends that Mr Chamberlain be ignored in his official capacity, and be treated as a gentleman on tour. (176, 463, 321, 490)
column-divider-rule (812, 62, 917, 63)
article-subheading: THE PROGRESSIVES AND THE DIFFICULTIES. (188, 406, 309, 424)
masthead (18, 6, 1096, 29)
dateline: ADELAIDE, February 12. (519, 1086, 594, 1094)
article-paragraph: 3,000,000 Envelopes, well assorted; 2000 reams note and letter paper, good and cheap; 500 papeteries, every size and quality. Exercise books, all sizes and bindings, now on sale by H. J. Wood and Co., at unprecedentedly low prices. Office requisites and stationery sundries of best quality. Large new stock of photo albums and photo frames. Inspection invited by H. J. Wood and Co., Stationers, High street. (22, 491, 167, 572)
article-paragraph: Mr Beetham, S.M., has given judgment in the case of H. J. Bennett (Mr Bruges) v the Westport Coal Company, Limited (Mr Kippenberger). The plaintiff sought to recover £300 by way of damages for injuries sustained through the alleged negligence of the company's workmen while discharging coal from the hulk Maria at Lyttelton. The Magistrate found that the winchman should not have run on the basket of coal when the plaintiff was not ready to receive it, and gave judgment in his favour for £250 and costs. (946, 892, 1092, 1000)
article-paragraph: Mr Waymouth said he wished to add his congratulations to the Riccarton electorate in having secured such a representative as Mr Witty, and in Mr Witty having such a constituency. He felt confident that Mr Witty, from the way he had taken care of his own business, and having studied the needs of his district, would earn the respect of all. (Applause.) (946, 126, 1092, 207)
article-paragraph: He considers that Mr Chamberlain's remarks about the Cape are most reprehensible, and says Mr Chamberlain has proved by his remarks about the Cape that he is not the man to carry to a successful issue the delicate and important negotiations that must be undertaken for the settlement of the racial and other feuds. (176, 994, 321, 1057)
article-subheading: THE PACIFIC CABLE. (514, 602, 599, 611)
section-banner: CABLE NEWS. (330, 34, 475, 52)
article-paragraph: Cr. Jameson felt sure that the representation of the boroughs would work out all right in a very short time, as the borough populations were increasing in a much faster ratio than that of the city. (792, 708, 937, 753)
dateline: United Press Association—By Electric Telegraph—Copyright. (333, 272, 472, 288)
article-paragraph: Princess Louise has been directed. (338, 1262, 440, 1271)
article-paragraph: General Babington (Commandant of the Forces) arrived from the South by the express last evening, and went on to Wellington. He was met at the railway station by Colonel Webb and Captain Hobday. (22, 1100, 167, 1145)
article-italic-heading: CLAIM FOR DAMAGES. (970, 874, 1068, 884)
article-paragraph: The plan of reserved seats for the Melba concert on Friday next, at the Canterbury Hall, opened yesterday, when there was a very good response to the managerial invitation to book early. The date of the opening of the box-plan was (946, 1322, 1092, 1376)
article-paragraph: The petition as amended was passed, and it was decided that the seal of the Council be affixed thereto, and that it be forwarded to his Excellency the Governor. (792, 754, 937, 790)
article-paragraph: A special meeting of the Linwood Borough Council was held last night, to consider matters in connection with Greater Christchurch. The Mayor said it was necessary for them to petition the Governor on the subject within thirty days. He did not agree with the representation proposals, and thought it better if the boundaries of the district had been fixed and then the new wards should be formed, with two wards in Sydenham, St. Albans, and Linwood. (946, 593, 1092, 683)
article-subheading: SYMPATHY OF THE WORKING CLASSES. (342, 1161, 463, 1179)
article-subheading: CONDEMNATION BY THE SELECT COMMITTEE. (335, 252, 470, 270)
article-paragraph: Four hundred coolies were not allowed to land in South Africa, and numbers of Continental Europeans have been provisionally detained, but will possibly be repatriated. (484, 291, 629, 327)
article-paragraph: While the Motherland would defend its heritage to the last man, the colonies had their share of the responsibilities of Empire. (176, 356, 321, 383)
dateline: (Received February 12th, 11.25 p.m.) (349, 983, 456, 991)
dateline: (Received February 12th, 9.12 a.m.) (351, 697, 454, 705)
article-subheading: MERCURY BAY, FEBRUARY 11. (495, 1343, 618, 1352)
